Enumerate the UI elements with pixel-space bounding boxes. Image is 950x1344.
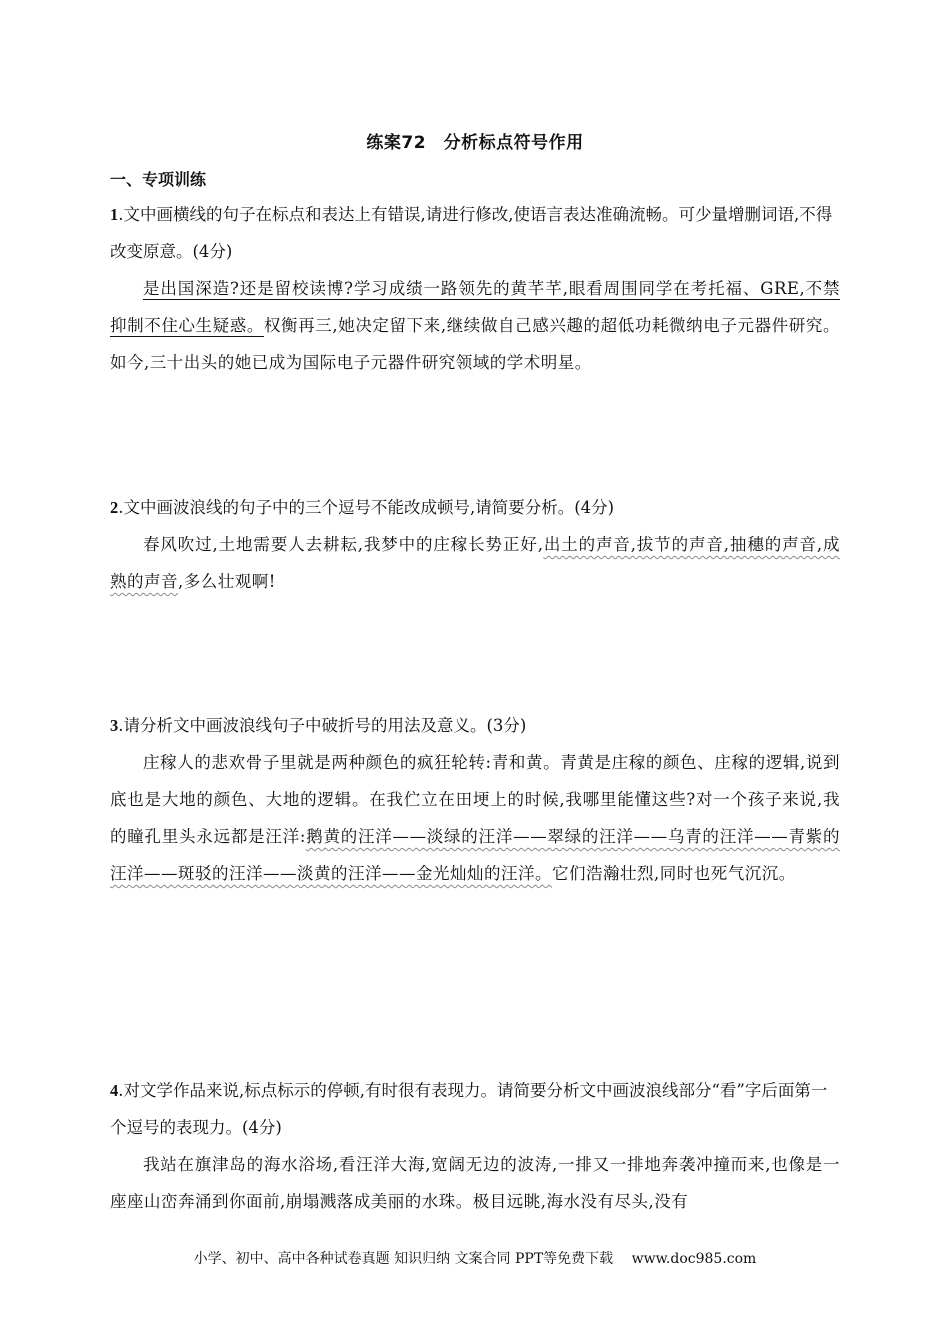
- wavy-underlined-sentence: 鹅黄的汪洋——淡绿的汪洋——翠绿的汪洋——乌青的汪洋——青紫的汪洋——斑驳的汪洋——淡黄的汪洋——金光灿灿的汪洋。: [110, 827, 840, 883]
- question-text: .文中画横线的句子在标点和表达上有错误,请进行修改,使语言表达准确流畅。可少量增删词语,不得改变原意。(4分): [110, 205, 833, 261]
- passage-text: ,多么壮观啊!: [178, 572, 276, 591]
- question-4: [110, 1072, 840, 1146]
- passage-1: [110, 270, 840, 381]
- passage-text: 春风吹过,土地需要人去耕耘,我梦中的庄稼长势正好,: [143, 535, 544, 554]
- question-1: [110, 196, 840, 270]
- passage-text: 它们浩瀚壮烈,同时也死气沉沉。: [552, 864, 796, 883]
- passage-text: 我站在旗津岛的海水浴场,看汪洋大海,宽阔无边的波涛,一排又一排地奔袭冲撞而来,也像是一座座山峦奔涌到你面前,崩塌溅落成美丽的水珠。极目远眺,海水没有尽头,没有: [110, 1155, 840, 1211]
- question-number: 4: [110, 1081, 119, 1100]
- passage-text: 权衡再三,她决定留下来,继续做自己感兴趣的超低功耗微纳电子元器件研究。如今,三十出头的她已成为国际电子元器件研究领域的学术明星。: [110, 316, 841, 372]
- passage-text: 庄稼人的悲欢骨子里就是两种颜色的疯狂轮转:青和黄。青黄是庄稼的颜色、庄稼的逻辑,说到底也是大地的颜色、大地的逻辑。在我伫立在田埂上的时候,我哪里能懂这些?对一个孩子来说,我的瞳孔里头永远都是汪洋:: [110, 753, 840, 846]
- section-heading: 一、专项训练: [110, 170, 207, 189]
- passage-4: [110, 1146, 840, 1220]
- question-text: .对文学作品来说,标点标示的停顿,有时很有表现力。请简要分析文中画波浪线部分“看”字后面第一个逗号的表现力。(4分): [110, 1081, 828, 1137]
- question-text: .文中画波浪线的句子中的三个逗号不能改成顿号,请简要分析。(4分): [118, 498, 615, 517]
- passage-3: [110, 744, 840, 892]
- wavy-underlined-sentence: 出土的声音,拔节的声音,抽穗的声音,成熟的声音: [110, 535, 840, 591]
- question-text: .请分析文中画波浪线句子中破折号的用法及意义。(3分): [118, 716, 527, 735]
- question-number: 1: [110, 205, 119, 224]
- question-number: 3: [110, 716, 119, 735]
- underlined-sentence: 是出国深造?还是留校读博?学习成绩一路领先的黄芊芊,眼看周围同学在考托福、GRE,不禁抑制不住心生疑惑。: [110, 279, 840, 335]
- passage-2: [110, 526, 840, 600]
- question-number: 2: [110, 498, 119, 517]
- question-3: [110, 707, 840, 744]
- page-footer: 小学、初中、高中各种试卷真题 知识归纳 文案合同 PPT等免费下载 www.doc985.com: [193, 1251, 757, 1267]
- question-2: [110, 489, 840, 526]
- page-title: 练案72 分析标点符号作用: [366, 133, 584, 153]
